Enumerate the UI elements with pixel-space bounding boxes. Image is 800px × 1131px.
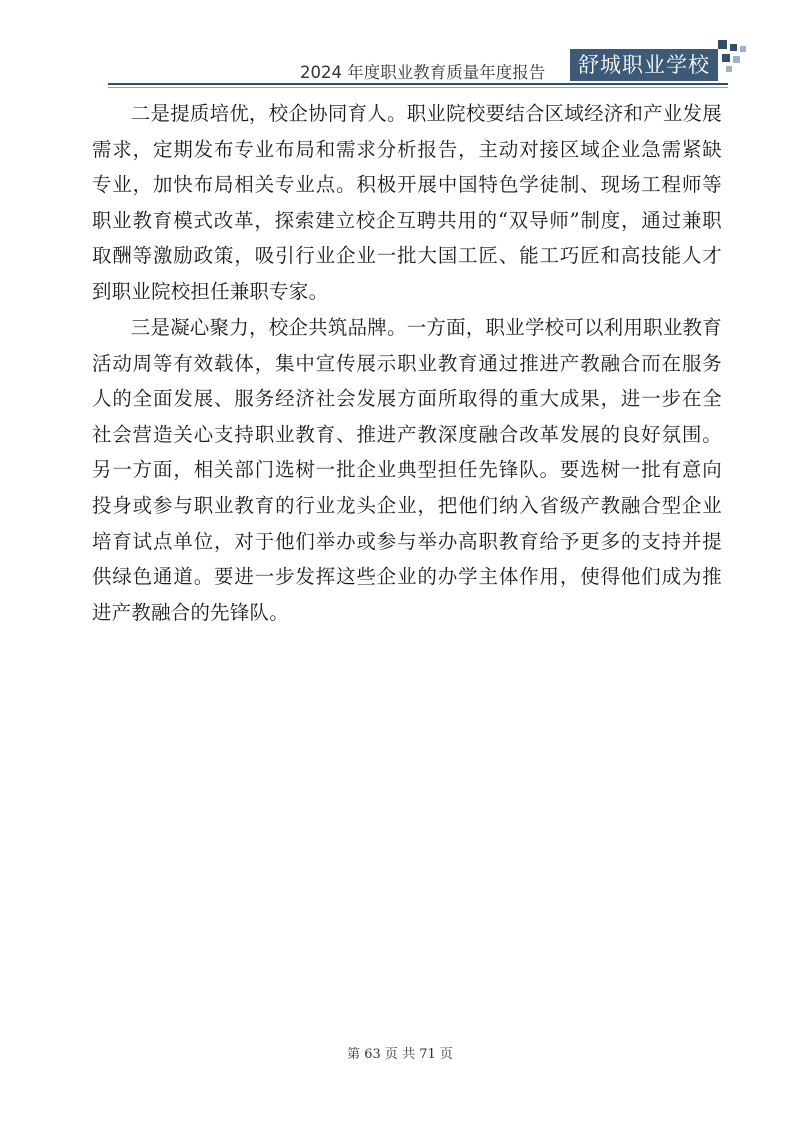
page-header xyxy=(108,40,748,86)
deco-square xyxy=(726,66,732,72)
body-text xyxy=(92,96,722,631)
deco-square xyxy=(733,56,740,63)
school-name-badge: 舒城职业学校 xyxy=(570,49,718,81)
deco-square xyxy=(718,40,727,49)
paragraph: 三是凝心聚力，校企共筑品牌。一方面，职业学校可以利用职业教育活动周等有效载体，集中宣传展示职业教育通过推进产教融合而在服务人的全面发展、服务经济社会发展方面所取得的重大成果，进一步在全社会营造关心支持职业教育、推进产教深度融合改革发展的良好氛围。另一方面，相关部门选树一批企业典型担任先锋队。要选树一批有意向投身或参与职业教育的行业龙头企业，把他们纳入省级产教融合型企业培育试点单位，对于他们举办或参与举办高职教育给予更多的支持并提供绿色通道。要进一步发挥这些企业的办学主体作用，使得他们成为推进产教融合的先锋队。 xyxy=(92,316,722,624)
deco-square xyxy=(730,44,737,51)
header-rule xyxy=(108,83,728,85)
paragraph: 二是提质培优，校企协同育人。职业院校要结合区域经济和产业发展需求，定期发布专业布局和需求分析报告，主动对接区域企业急需紧缺专业，加快布局相关专业点。积极开展中国特色学徒制、现场工程师等职业教育模式改革，探索建立校企互聘共用的“双导师”制度，通过兼职取酬等激励政策，吸引行业企业一批大国工匠、能工巧匠和高技能人才到职业院校担任兼职专家。 xyxy=(92,102,722,303)
page-number: 第 63 页 共 71 页 xyxy=(347,1047,453,1062)
deco-square xyxy=(740,46,746,52)
deco-square xyxy=(722,54,730,62)
header-rule-thin xyxy=(108,87,728,88)
report-title: 2024 年度职业教育质量年度报告 xyxy=(300,63,546,82)
